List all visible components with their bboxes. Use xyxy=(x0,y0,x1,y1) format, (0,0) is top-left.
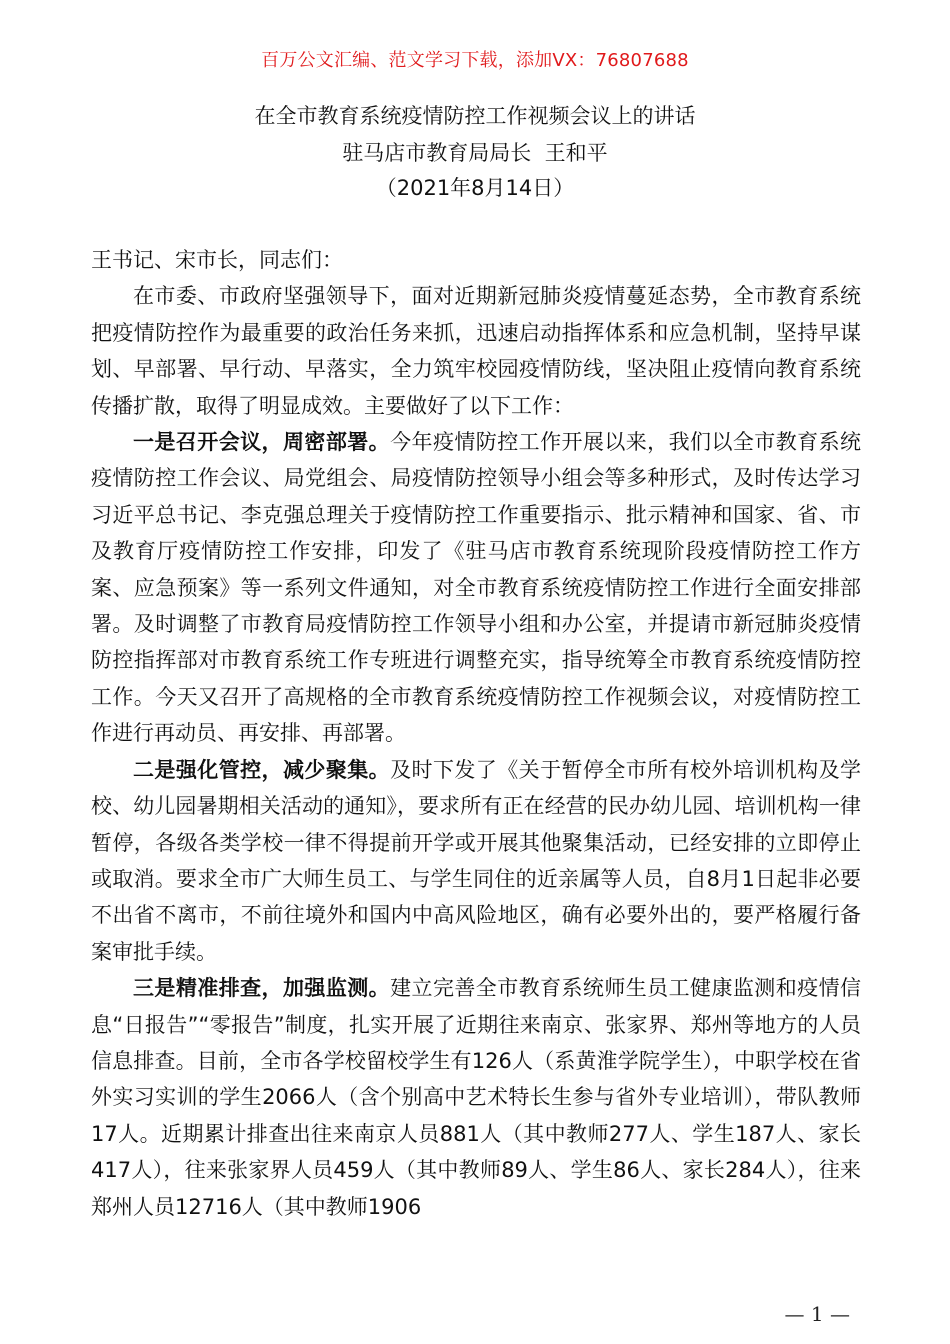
paragraph-3 xyxy=(91,970,861,1225)
paragraph-1-text: 今年疫情防控工作开展以来，我们以全市教育系统疫情防控工作会议、局党组会、局疫情防控领导小组会等多种形式，及时传达学习习近平总书记、李克强总理关于疫情防控工作重要指示、批示精神和国家、省、市及教育厅疫情防控工作安排，印发了《驻马店市教育系统现阶段疫情防控工作方案、应急预案》等一系列文件通知，对全市教育系统疫情防控工作进行全面安排部署。及时调整了市教育局疫情防控工作领导小组和办公室，并提请市新冠肺炎疫情防控指挥部对市教育系统工作专班进行调整充实，指导统筹全市教育系统疫情防控工作。今天又召开了高规格的全市教育系统疫情防控工作视频会议，对疫情防控工作进行再动员、再安排、再部署。 xyxy=(91,430,862,746)
paragraph-2-lead: 二是强化管控，减少聚集。 xyxy=(133,757,391,782)
page-number: — 1 — xyxy=(784,1302,850,1326)
paragraph-2-text: 及时下发了《关于暂停全市所有校外培训机构及学校、幼儿园暑期相关活动的通知》，要求所有正在经营的民办幼儿园、培训机构一律暂停，各级各类学校一律不得提前开学或开展其他聚集活动，已经安排的立即停止或取消。要求全市广大师生员工、与学生同住的近亲属等人员，自8月1日起非必要不出省不离市，不前往境外和国内中高风险地区，确有必要外出的，要严格履行备案审批手续。 xyxy=(91,757,862,964)
paragraph-3-text: 建立完善全市教育系统师生员工健康监测和疫情信息“日报告”“零报告”制度，扎实开展了近期往来南京、张家界、郑州等地方的人员信息排查。目前，全市各学校留校学生有126人（系黄淮学院学生），中职学校在省外实习实训的学生2066人（含个别高中艺术特长生参与省外专业培训），带队教师17人。近期累计排查出往来南京人员881人（其中教师277人、学生187人、家长417人），往来张家界人员459人（其中教师89人、学生86人、家长284人），往来郑州人员12716人（其中教师1906 xyxy=(91,976,862,1219)
paragraph-1-lead: 一是召开会议，周密部署。 xyxy=(133,430,391,455)
date-line: （2021年8月14日） xyxy=(375,176,575,200)
watermark-banner: 百万公文汇编、范文学习下载，添加VX：76807688 xyxy=(261,50,689,71)
paragraph-2 xyxy=(91,752,861,970)
paragraph-1 xyxy=(91,424,861,752)
salutation: 王书记、宋市长，同志们： xyxy=(91,248,343,272)
speaker-line: 驻马店市教育局局长 王和平 xyxy=(342,141,608,165)
paragraph-intro: 在市委、市政府坚强领导下，面对近期新冠肺炎疫情蔓延态势，全市教育系统把疫情防控作为最重要的政治任务来抓，迅速启动指挥体系和应急机制，坚持早谋划、早部署、早行动、早落实，全力筑牢校园疫情防线，坚决阻止疫情向教育系统传播扩散，取得了明显成效。主要做好了以下工作： xyxy=(91,284,861,418)
paragraph-3-lead: 三是精准排查，加强监测。 xyxy=(133,976,391,1001)
document-title: 在全市教育系统疫情防控工作视频会议上的讲话 xyxy=(254,104,696,128)
document-body xyxy=(91,242,861,1225)
